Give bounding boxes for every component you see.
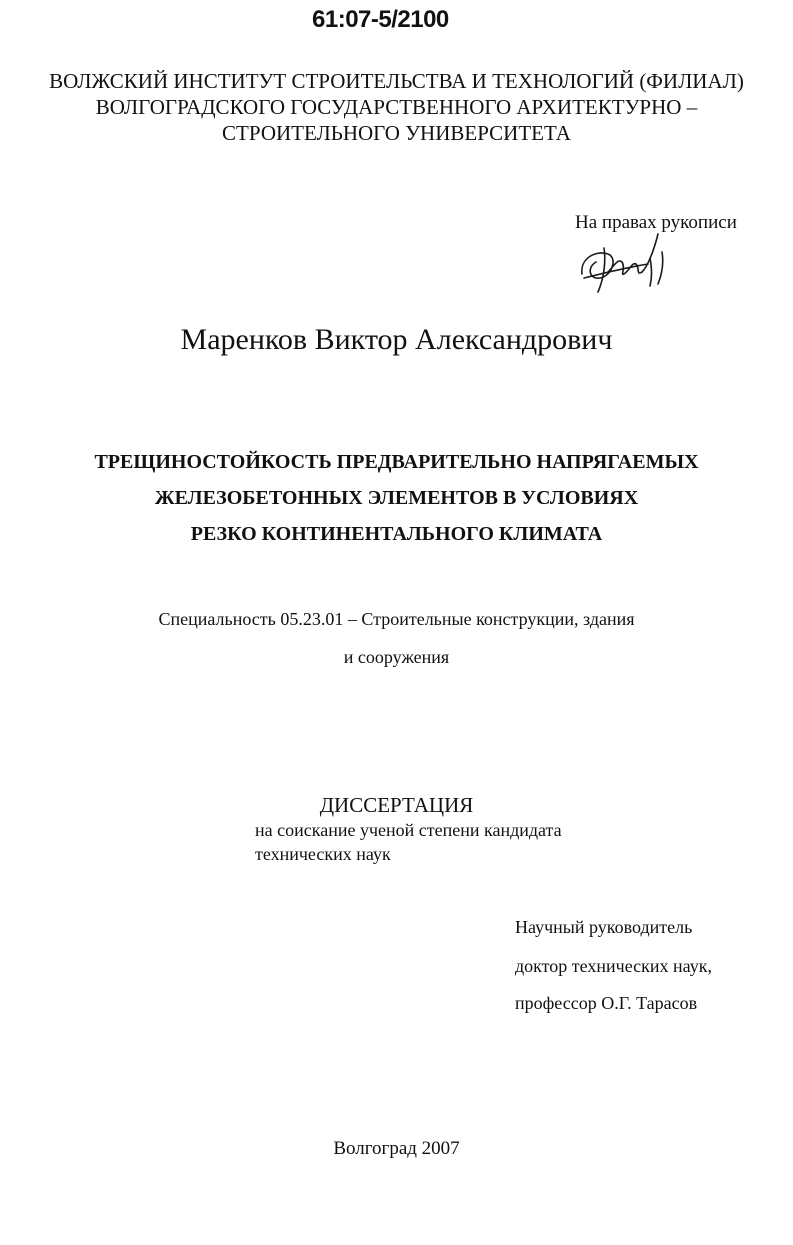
archive-stamp-number: 61:07-5/2100	[312, 6, 449, 33]
institution-line-3: СТРОИТЕЛЬНОГО УНИВЕРСИТЕТА	[222, 121, 571, 145]
institution-line-1: ВОЛЖСКИЙ ИНСТИТУТ СТРОИТЕЛЬСТВА И ТЕХНОЛОГИЙ (ФИЛИАЛ)	[49, 69, 744, 93]
supervisor-label: Научный руководитель	[515, 917, 693, 937]
speciality-line-1: Специальность 05.23.01 – Строительные конструкции, здания	[158, 609, 635, 629]
document-type-heading: ДИССЕРТАЦИЯ	[319, 793, 474, 817]
supervisor-degree: доктор технических наук,	[515, 956, 712, 976]
handwritten-signature	[578, 228, 670, 296]
institution-line-2: ВОЛГОГРАДСКОГО ГОСУДАРСТВЕННОГО АРХИТЕКТУРНО –	[95, 95, 698, 119]
thesis-title-line-2: ЖЕЛЕЗОБЕТОННЫХ ЭЛЕМЕНТОВ В УСЛОВИЯХ	[154, 487, 639, 509]
author-name: Маренков Виктор Александрович	[180, 323, 613, 356]
speciality-line-2: и сооружения	[343, 647, 450, 667]
thesis-title-line-3: РЕЗКО КОНТИНЕНТАЛЬНОГО КЛИМАТА	[190, 523, 603, 545]
thesis-title-line-1: ТРЕЩИНОСТОЙКОСТЬ ПРЕДВАРИТЕЛЬНО НАПРЯГАЕМЫХ	[94, 451, 699, 473]
supervisor-name: профессор О.Г. Тарасов	[515, 993, 698, 1013]
degree-purpose-line-1: на соискание ученой степени кандидата	[255, 820, 562, 840]
city-and-year: Волгоград 2007	[333, 1138, 460, 1159]
manuscript-rights-note: На правах рукописи	[575, 212, 737, 233]
degree-purpose-line-2: технических наук	[255, 844, 391, 864]
